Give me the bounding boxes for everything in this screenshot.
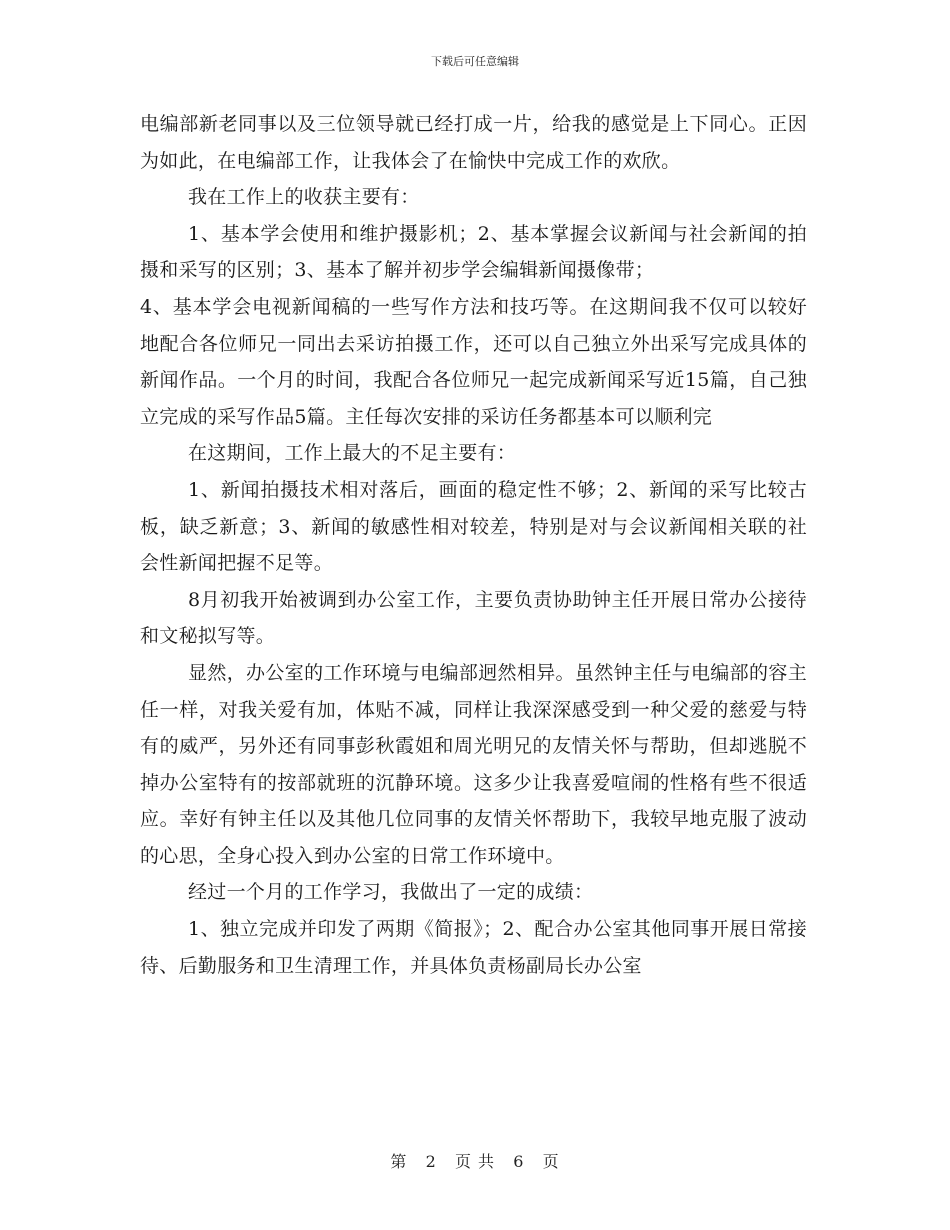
- paragraph: 显然，办公室的工作环境与电编部迥然相异。虽然钟主任与电编部的容主任一样，对我关爱有加，体贴不减，同样让我深深感受到一种父爱的慈爱与特有的威严，另外还有同事彭秋霞姐和周光明兄的友情关怀与帮助，但却逃脱不掉办公室特有的按部就班的沉静环境。这多少让我喜爱喧闹的性格有些不很适应。幸好有钟主任以及其他几位同事的友情关怀帮助下，我较早地克服了波动的心思，全身心投入到办公室的日常工作环境中。: [140, 661, 807, 867]
- footer-middle: 页 共: [454, 1152, 496, 1171]
- paragraph: 8月初我开始被调到办公室工作，主要负责协助钟主任开展日常办公接待和文秘拟写等。: [140, 588, 807, 648]
- page-footer: [0, 1149, 950, 1172]
- footer-prefix: 第: [390, 1152, 408, 1171]
- paragraph: 经过一个月的工作学习，我做出了一定的成绩：: [188, 881, 594, 904]
- page-header-note: 下载后可任意编辑: [431, 55, 519, 68]
- paragraph: 1、基本学会使用和维护摄影机；2、基本掌握会议新闻与社会新闻的拍摄和采写的区别；3、基本了解并初步学会编辑新闻摄像带；: [140, 222, 807, 282]
- paragraph: 1、独立完成并印发了两期《简报》；2、配合办公室其他同事开展日常接待、后勤服务和卫生清理工作，并具体负责杨副局长办公室: [140, 918, 807, 977]
- document-body: [140, 106, 807, 984]
- paragraph: 1、新闻拍摄技术相对落后，画面的稳定性不够；2、新闻的采写比较古板，缺乏新意；3、新闻的敏感性相对较差，特别是对与会议新闻相关联的社会性新闻把握不足等。: [140, 478, 807, 575]
- paragraph: 电编部新老同事以及三位领导就已经打成一片，给我的感觉是上下同心。正因为如此，在电编部工作，让我体会了在愉快中完成工作的欢欣。: [140, 113, 807, 172]
- paragraph: 4、基本学会电视新闻稿的一些写作方法和技巧等。在这期间我不仅可以较好地配合各位师兄一同出去采访拍摄工作，还可以自己独立外出采写完成具体的新闻作品。一个月的时间，我配合各位师兄一起完成新闻采写近15篇，自己独立完成的采写作品5篇。主任每次安排的采访任务都基本可以顺利完: [140, 295, 807, 428]
- current-page-number: 2: [425, 1152, 437, 1171]
- paragraph: 在这期间，工作上最大的不足主要有：: [188, 442, 517, 465]
- total-pages-number: 6: [513, 1152, 525, 1171]
- footer-suffix: 页: [542, 1152, 560, 1171]
- paragraph: 我在工作上的收获主要有：: [188, 186, 420, 209]
